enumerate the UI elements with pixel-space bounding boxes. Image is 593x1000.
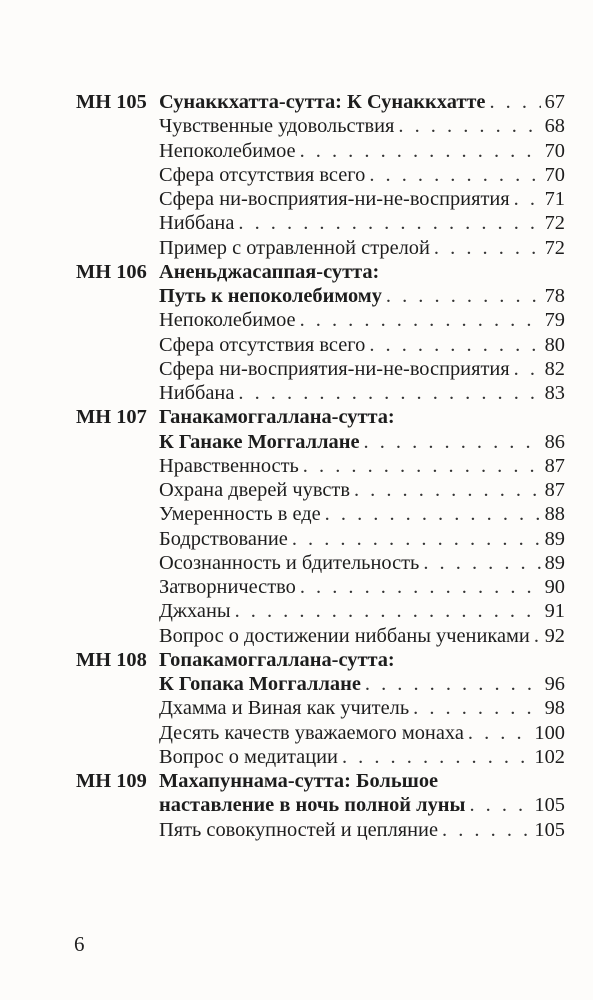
toc-row: [0, 114, 593, 138]
entry-page-number: 91: [544, 600, 565, 623]
entry-page-number: 67: [544, 91, 565, 113]
toc-row: [0, 90, 593, 114]
entry-page-number: 89: [544, 551, 565, 574]
entry-page-number: 80: [544, 333, 565, 356]
entry-title: Осознанность и бдительность: [159, 551, 420, 574]
entry-page-number: 89: [544, 527, 565, 550]
toc-row: [0, 211, 593, 235]
toc-row: [0, 284, 593, 308]
dot-leader: [354, 478, 541, 502]
toc-entry: [159, 454, 565, 478]
sutta-code: МН 109: [76, 770, 147, 792]
toc-entry: [159, 90, 565, 114]
entry-title: Бодрствование: [159, 527, 288, 550]
toc-row: [0, 163, 593, 187]
toc-row: [0, 502, 593, 526]
toc-row: [0, 769, 593, 793]
toc-entry: [159, 381, 565, 405]
entry-page-number: 92: [544, 624, 565, 647]
entry-title: Умеренность в еде: [159, 503, 321, 526]
toc-row: [0, 672, 593, 696]
entry-title: К Гопака Моггаллане: [159, 673, 361, 695]
toc-entry: [159, 502, 565, 526]
entry-page-number: 98: [544, 697, 565, 720]
entry-page-number: 100: [534, 721, 565, 744]
dot-leader: [468, 721, 531, 745]
toc-entry: [159, 333, 565, 357]
toc-entry: [159, 260, 379, 284]
toc-entry: [159, 211, 565, 235]
dot-leader: [386, 284, 541, 308]
dot-leader: [469, 793, 530, 817]
dot-leader: [235, 599, 541, 623]
entry-title: Затворничество: [159, 576, 296, 598]
entry-title: Путь к непоколебимому: [159, 285, 382, 307]
entry-title: Ниббана: [159, 212, 235, 235]
toc-row: [0, 551, 593, 575]
entry-title: Сфера отсутствия всего: [159, 163, 366, 186]
toc-entry: [159, 163, 565, 187]
dot-leader: [300, 139, 541, 163]
toc-entry: [159, 721, 565, 745]
entry-page-number: 96: [544, 673, 565, 695]
dot-leader: [325, 502, 541, 526]
entry-page-number: 102: [534, 745, 565, 768]
toc-entry: [159, 624, 565, 648]
entry-title: Непоколебимое: [159, 139, 296, 162]
toc-row: [0, 187, 593, 211]
toc-row: [0, 575, 593, 599]
entry-title: Вопрос о медитации: [159, 745, 338, 768]
toc-entry: [159, 187, 565, 211]
dot-leader: [238, 381, 540, 405]
toc-row: [0, 648, 593, 672]
entry-page-number: 72: [544, 236, 565, 259]
toc-entry: [159, 769, 438, 793]
dot-leader: [534, 624, 541, 648]
entry-page-number: 78: [544, 285, 565, 307]
entry-page-number: 70: [544, 163, 565, 186]
entry-page-number: 105: [534, 794, 565, 817]
dot-leader: [303, 454, 541, 478]
toc-entry: [159, 575, 565, 599]
entry-title: Сфера ни-восприятия-ни-не-восприятия: [159, 357, 510, 380]
entry-title: Пример с отравленной стрелой: [159, 236, 430, 259]
dot-leader: [423, 551, 540, 575]
entry-title: Ганакамоггаллана-сутта:: [159, 406, 395, 429]
dot-leader: [365, 672, 541, 696]
sutta-code: МН 106: [76, 260, 147, 283]
toc-row: [0, 478, 593, 502]
entry-title: Непоколебимое: [159, 309, 296, 332]
entry-page-number: 68: [544, 115, 565, 138]
entry-title: Махапуннама-сутта: Большое: [159, 770, 439, 792]
toc-entry: [159, 357, 565, 381]
entry-page-number: 105: [534, 818, 565, 841]
dot-leader: [364, 430, 541, 454]
entry-page-number: 82: [544, 357, 565, 380]
toc-row: [0, 333, 593, 357]
toc-row: [0, 236, 593, 260]
entry-page-number: 83: [544, 382, 565, 404]
toc-entry: [159, 599, 565, 623]
dot-leader: [300, 575, 541, 599]
toc-entry: [159, 551, 565, 575]
toc-row: [0, 139, 593, 163]
dot-leader: [514, 187, 541, 211]
entry-page-number: 72: [544, 212, 565, 235]
entry-page-number: 70: [544, 139, 565, 162]
toc-entry: [159, 745, 565, 769]
toc-entry: [159, 696, 565, 720]
entry-title: Сунаккхатта-сутта: К Сунаккхатте: [159, 91, 486, 113]
sutta-code: МН 105: [76, 91, 147, 113]
entry-page-number: 86: [544, 430, 565, 453]
page-number: 6: [74, 932, 85, 956]
toc-row: [0, 357, 593, 381]
dot-leader: [238, 211, 540, 235]
toc-entry: [159, 818, 565, 842]
toc-row: [0, 624, 593, 648]
toc-entry: [159, 430, 565, 454]
toc-row: [0, 405, 593, 429]
entry-title: Джханы: [159, 600, 231, 623]
toc-entry: [159, 139, 565, 163]
entry-title: наставление в ночь полной луны: [159, 794, 466, 817]
entry-page-number: 88: [544, 503, 565, 526]
dot-leader: [514, 357, 541, 381]
entry-page-number: 71: [544, 188, 565, 210]
toc-row: [0, 696, 593, 720]
entry-title: Сфера ни-восприятия-ни-не-восприятия: [159, 188, 510, 210]
dot-leader: [442, 818, 530, 842]
entry-title: Десять качеств уважаемого монаха: [159, 721, 464, 744]
toc-entry: [159, 114, 565, 138]
toc-entry: [159, 672, 565, 696]
dot-leader: [342, 745, 530, 769]
toc-entry: [159, 527, 565, 551]
toc-row: [0, 260, 593, 284]
toc-row: [0, 430, 593, 454]
toc-entry: [159, 236, 565, 260]
toc-entry: [159, 284, 565, 308]
toc-row: [0, 599, 593, 623]
entry-page-number: 90: [544, 576, 565, 598]
entry-title: Дхамма и Виная как учитель: [159, 697, 410, 720]
entry-page-number: 87: [544, 454, 565, 477]
entry-title: К Ганаке Моггаллане: [159, 430, 360, 453]
sutta-code: МН 107: [76, 406, 147, 429]
dot-leader: [369, 163, 540, 187]
toc-row: [0, 381, 593, 405]
entry-title: Чувственные удовольствия: [159, 115, 395, 138]
toc-entry: [159, 793, 565, 817]
table-of-contents: [0, 90, 593, 842]
entry-title: Аненьджасаппая-сутта:: [159, 260, 380, 283]
dot-leader: [489, 90, 540, 114]
dot-leader: [369, 333, 540, 357]
toc-row: [0, 527, 593, 551]
dot-leader: [434, 236, 541, 260]
entry-page-number: 87: [544, 479, 565, 501]
entry-title: Сфера отсутствия всего: [159, 333, 366, 356]
toc-row: [0, 793, 593, 817]
entry-title: Пять совокупностей и цепляние: [159, 818, 439, 841]
toc-entry: [159, 405, 395, 429]
dot-leader: [300, 308, 541, 332]
entry-title: Ниббана: [159, 382, 235, 404]
dot-leader: [413, 696, 540, 720]
entry-title: Гопакамоггаллана-сутта:: [159, 648, 395, 671]
entry-title: Нравственность: [159, 454, 299, 477]
entry-title: Охрана дверей чувств: [159, 479, 350, 501]
toc-row: [0, 721, 593, 745]
toc-row: [0, 454, 593, 478]
toc-entry: [159, 648, 395, 672]
dot-leader: [292, 527, 541, 551]
toc-entry: [159, 478, 565, 502]
toc-row: [0, 308, 593, 332]
entry-title: Вопрос о достижении ниббаны учениками: [159, 624, 530, 647]
toc-entry: [159, 308, 565, 332]
toc-row: [0, 818, 593, 842]
dot-leader: [398, 114, 540, 138]
entry-page-number: 79: [544, 309, 565, 332]
toc-row: [0, 745, 593, 769]
sutta-code: МН 108: [76, 648, 147, 671]
